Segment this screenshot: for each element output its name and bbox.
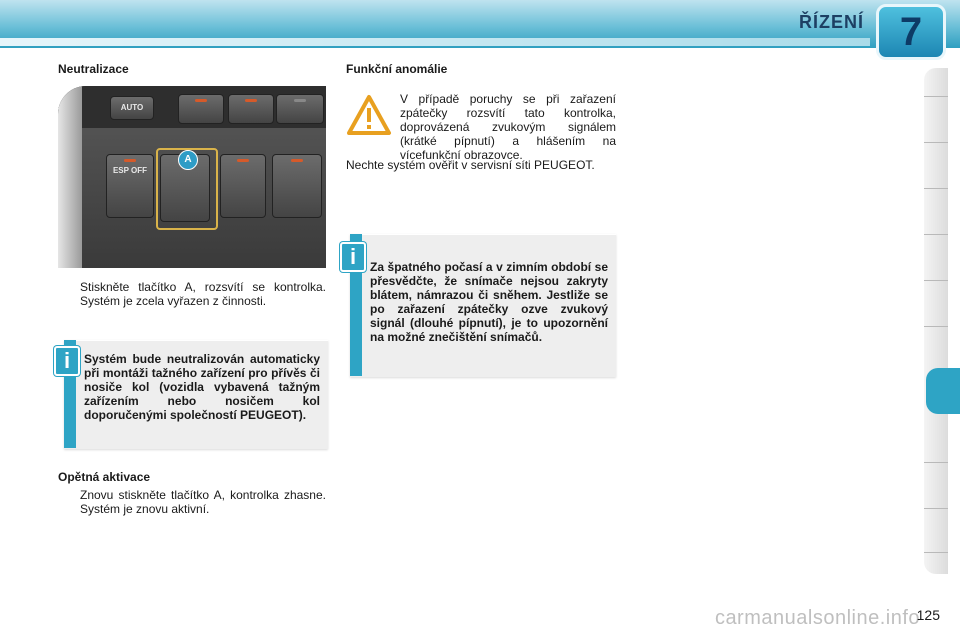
reactivation-heading: Opětná aktivace	[58, 470, 151, 484]
chapter-title: ŘÍZENÍ	[798, 12, 864, 32]
chapter-tab-divider	[924, 142, 948, 143]
watermark: carmanualsonline.info	[714, 607, 920, 629]
chapter-tab-divider	[924, 280, 948, 281]
header-highlight	[0, 38, 870, 46]
chapter-tab-divider	[924, 96, 948, 97]
hazard-button	[272, 154, 322, 218]
service-network-text: Nechte systém ověřit v servisní síti PEUGEOT.	[346, 158, 595, 172]
photo-silver-trim	[58, 86, 82, 268]
defrost-button	[178, 94, 224, 124]
anomaly-heading: Funkční anomálie	[346, 62, 448, 76]
info-icon: i	[54, 346, 80, 376]
neutralization-heading: Neutralizace	[58, 62, 129, 76]
chapter-number-badge: 7	[876, 4, 946, 60]
chapter-tab-divider	[924, 508, 948, 509]
chapter-tab-divider	[924, 326, 948, 327]
warning-triangle-icon	[346, 94, 392, 136]
info-box-sensors-text: Za špatného počasí a v zimním období se přesvědčte, že snímače nejsou zakryty blátem, námrazou či sněhem. Jestliže se po zařazení zpátečky ozve zvukový signál (dlouhé pípnutí), je to upozornění na možné znečištění snímačů.	[370, 260, 608, 344]
esp-off-button	[106, 154, 154, 218]
lock-button	[220, 154, 266, 218]
warning-description-text: V případě poruchy se při zařazení zpátečky rozsvítí tato kontrolka, doprovázená zvukovým signálem (krátké pípnutí) a hlášením na vícefunkční obrazovce.	[400, 92, 616, 162]
rear-defrost-button	[228, 94, 274, 124]
chapter-tab-divider	[924, 552, 948, 553]
chapter-tab-divider	[924, 234, 948, 235]
auto-button-label: AUTO	[120, 103, 144, 112]
chapter-tab-divider	[924, 188, 948, 189]
step-reactivate-text: Znovu stiskněte tlačítko A, kontrolka zhasne. Systém je znovu aktivní.	[80, 488, 326, 516]
chapter-tab-rail	[924, 68, 948, 574]
info-icon: i	[340, 242, 366, 272]
esp-off-label: ESP OFF	[112, 166, 148, 175]
page-number: 125	[916, 607, 940, 623]
button-a-badge: A	[178, 150, 198, 170]
chapter-tab-divider	[924, 462, 948, 463]
info-box-towbar-text: Systém bude neutralizován automaticky při montáži tažného zařízení pro přívěs či nosiče kol (vozidla vybavená tažným zařízením nebo nosičem kol doporučenými společností PEUGEOT).	[84, 352, 320, 422]
chapter-tab-active[interactable]	[926, 368, 960, 414]
recirculation-button	[276, 94, 324, 124]
step-press-a-text: Stiskněte tlačítko A, rozsvítí se kontrolka. Systém je zcela vyřazen z činnosti.	[80, 280, 326, 308]
auto-button	[110, 96, 154, 120]
